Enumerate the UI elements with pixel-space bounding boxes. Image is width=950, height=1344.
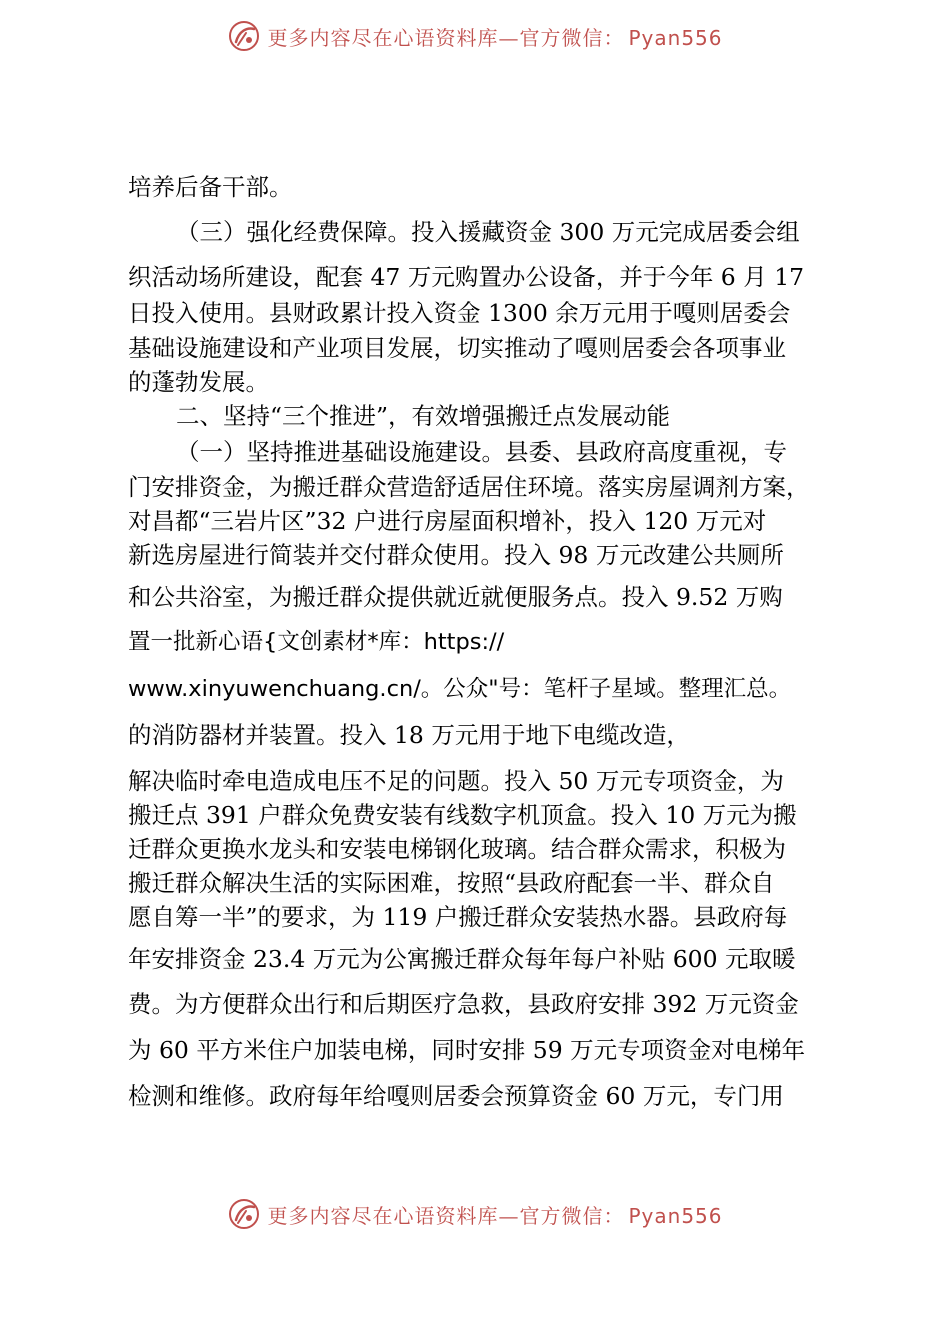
text-line: （一）坚持推进基础设施建设。县委、县政府高度重视，专 <box>176 438 787 466</box>
text-line: 检测和维修。政府每年给嘎则居委会预算资金 60 万元，专门用 <box>128 1082 784 1110</box>
text-line: 愿自筹一半”的要求，为 119 户搬迁群众安装热水器。县政府每 <box>128 903 788 931</box>
footer-banner <box>0 1192 950 1236</box>
text-line: www.xinyuwenchuang.cn/。公众"号：笔杆子星域。整理汇总。 <box>128 676 792 702</box>
text-line: 置一批新心语{文创素材*库：https:// <box>128 629 505 655</box>
banner-text: 更多内容尽在心语资料库—官方微信： Pyan556 <box>267 25 723 50</box>
text-line: 年安排资金 23.4 万元为公寓搬迁群众每年每户补贴 600 元取暖 <box>128 945 796 973</box>
text-line: 的蓬勃发展。 <box>128 368 269 396</box>
banner-wechat-account: Pyan556 <box>628 25 723 50</box>
xinyu-logo-icon <box>227 1197 261 1231</box>
text-line: 为 60 平方米住户加装电梯，同时安排 59 万元专项资金对电梯年 <box>128 1036 806 1064</box>
text-line: （三）强化经费保障。投入援藏资金 300 万元完成居委会组 <box>176 218 800 246</box>
banner-text: 更多内容尽在心语资料库—官方微信： Pyan556 <box>267 1203 723 1228</box>
text-line: 搬迁群众解决生活的实际困难，按照“县政府配套一半、群众自 <box>128 869 775 897</box>
header-banner <box>0 14 950 58</box>
text-line: 门安排资金，为搬迁群众营造舒适居住环境。落实房屋调剂方案， <box>128 473 810 501</box>
banner-wechat-account: Pyan556 <box>628 1203 723 1228</box>
text-line: 费。为方便群众出行和后期医疗急救，县政府安排 392 万元资金 <box>128 990 799 1018</box>
text-line: 迁群众更换水龙头和安装电梯钢化玻璃。结合群众需求，积极为 <box>128 835 786 863</box>
text-line: 对昌都“三岩片区”32 户进行房屋面积增补，投入 120 万元对 <box>128 507 767 535</box>
text-line: 和公共浴室，为搬迁群众提供就近就便服务点。投入 9.52 万购 <box>128 583 783 611</box>
text-line: 的消防器材并装置。投入 18 万元用于地下电缆改造， <box>128 721 690 749</box>
text-line: 培养后备干部。 <box>128 173 293 201</box>
text-line: 搬迁点 391 户群众免费安装有线数字机顶盒。投入 10 万元为搬 <box>128 801 797 829</box>
text-line: 织活动场所建设，配套 47 万元购置办公设备，并于今年 6 月 17 <box>128 263 805 291</box>
text-line: 基础设施建设和产业项目发展，切实推动了嘎则居委会各项事业 <box>128 334 786 362</box>
text-line: 新选房屋进行简装并交付群众使用。投入 98 万元改建公共厕所 <box>128 541 784 569</box>
text-line: 日投入使用。县财政累计投入资金 1300 余万元用于嘎则居委会 <box>128 299 791 327</box>
text-line: 解决临时牵电造成电压不足的问题。投入 50 万元专项资金，为 <box>128 767 784 795</box>
xinyu-logo-icon <box>227 19 261 53</box>
section-heading: 二、坚持“三个推进”，有效增强搬迁点发展动能 <box>176 402 671 430</box>
